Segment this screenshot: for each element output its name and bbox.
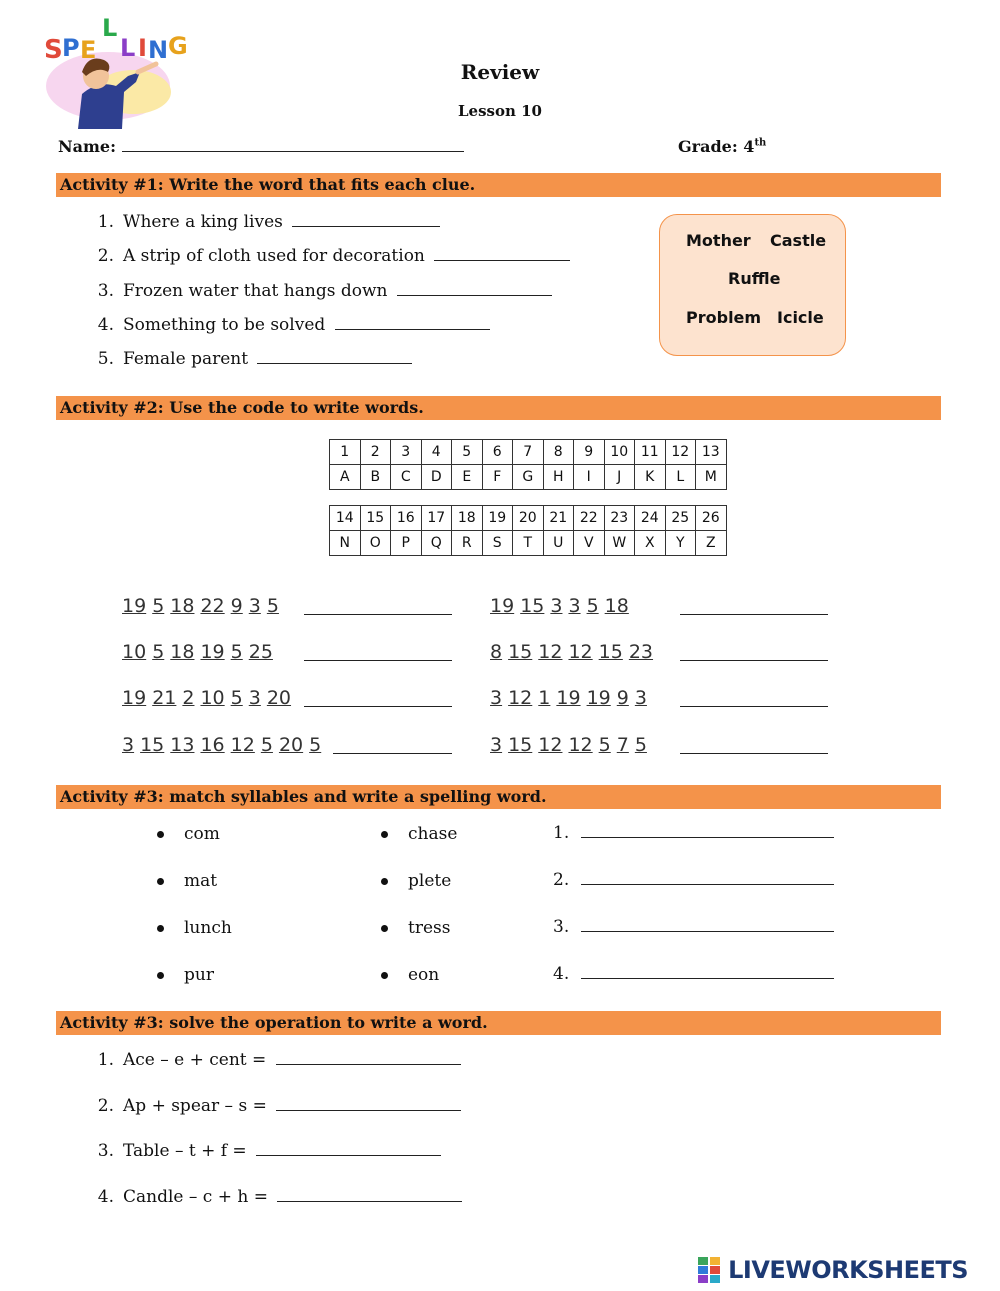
code-number-cell: 5 (452, 440, 483, 465)
word-bank-word: Icicle (777, 308, 824, 327)
code-number: 12 (568, 641, 593, 663)
code-letter-cell: K (635, 465, 666, 490)
code-number: 3 (248, 687, 261, 709)
code-number: 10 (122, 641, 147, 663)
code-number-cell: 3 (391, 440, 422, 465)
code-number-cell: 1 (330, 440, 361, 465)
answer-line[interactable] (680, 752, 828, 754)
answer-line[interactable] (276, 1096, 461, 1111)
code-letter-cell: G (513, 465, 544, 490)
code-number: 19 (586, 687, 611, 709)
code-number: 20 (266, 687, 292, 709)
code-number-cell: 12 (665, 440, 696, 465)
brand-text: LIVEWORKSHEETS (728, 1256, 969, 1284)
code-number-cell: 6 (482, 440, 513, 465)
code-number: 3 (490, 687, 503, 709)
code-letter-cell: U (543, 531, 574, 556)
code-number: 12 (538, 641, 563, 663)
code-letter-cell: Q (421, 531, 452, 556)
code-number-cell: 18 (452, 506, 483, 531)
code-letter-cell: A (330, 465, 361, 490)
code-number: 8 (490, 641, 503, 663)
page-title: Review (460, 60, 540, 84)
word-bank-word: Ruffle (728, 269, 781, 288)
answer-line[interactable] (304, 613, 452, 615)
code-letter-cell: D (421, 465, 452, 490)
code-letter-cell: M (696, 465, 727, 490)
answer-line[interactable] (304, 705, 452, 707)
clue-item: 2. A strip of cloth used for decoration (86, 246, 570, 266)
code-letter-cell: Z (696, 531, 727, 556)
answer-line[interactable] (333, 752, 452, 754)
answer-line[interactable] (680, 705, 828, 707)
code-puzzle (122, 734, 327, 756)
liveworksheets-logo (698, 1256, 968, 1284)
code-number: 15 (508, 641, 533, 663)
answer-line[interactable] (680, 613, 828, 615)
lesson-label: Lesson 10 (458, 102, 542, 120)
operation-item: 3. Table – t + f = (86, 1141, 441, 1161)
code-number: 1 (538, 687, 551, 709)
activity2-heading: Activity #2: Use the code to write words. (56, 396, 941, 420)
code-number: 12 (230, 734, 255, 756)
syllable-item: chase (381, 824, 457, 844)
code-number: 19 (200, 641, 225, 663)
code-number: 3 (550, 595, 563, 617)
code-puzzle (122, 687, 297, 709)
svg-text:P: P (62, 34, 80, 62)
code-number: 18 (170, 641, 195, 663)
code-letter-cell: W (604, 531, 635, 556)
code-number: 18 (604, 595, 629, 617)
code-number: 19 (490, 595, 515, 617)
code-letter-cell: F (482, 465, 513, 490)
svg-text:E: E (80, 36, 97, 64)
code-letter-cell: V (574, 531, 605, 556)
code-number: 5 (152, 595, 165, 617)
code-letter-cell: Y (665, 531, 696, 556)
answer-line[interactable] (581, 870, 834, 885)
code-letter-cell: N (330, 531, 361, 556)
operation-item: 2. Ap + spear – s = (86, 1096, 461, 1116)
syllable-item: tress (381, 918, 450, 938)
code-number: 5 (634, 734, 647, 756)
code-puzzle (490, 595, 635, 617)
code-number: 5 (260, 734, 273, 756)
answer-line[interactable] (434, 246, 570, 261)
word-bank-word: Castle (770, 231, 827, 250)
code-number-cell: 20 (513, 506, 544, 531)
code-letter-cell: I (574, 465, 605, 490)
answer-line[interactable] (581, 823, 834, 838)
code-number-cell: 19 (482, 506, 513, 531)
svg-text:G: G (168, 32, 188, 60)
code-number: 3 (490, 734, 503, 756)
code-number-cell: 2 (360, 440, 391, 465)
syllable-item: lunch (157, 918, 232, 938)
code-number: 2 (182, 687, 195, 709)
code-letter-cell: J (604, 465, 635, 490)
clue-item: 1. Where a king lives (86, 212, 440, 232)
clue-item: 3. Frozen water that hangs down (86, 281, 552, 301)
code-number: 16 (200, 734, 225, 756)
activity3-heading: Activity #3: match syllables and write a spelling word. (56, 785, 941, 809)
code-number-cell: 14 (330, 506, 361, 531)
code-number: 9 (230, 595, 243, 617)
code-number: 25 (248, 641, 273, 663)
code-number-cell: 21 (543, 506, 574, 531)
code-number: 20 (278, 734, 304, 756)
code-letter-cell: R (452, 531, 483, 556)
syllable-item: eon (381, 965, 439, 985)
code-number-cell: 11 (635, 440, 666, 465)
code-number: 12 (568, 734, 593, 756)
code-number: 5 (230, 641, 243, 663)
code-table-2 (329, 505, 727, 556)
code-number-cell: 23 (604, 506, 635, 531)
code-letter-cell: S (482, 531, 513, 556)
code-number: 19 (556, 687, 581, 709)
code-number: 22 (200, 595, 225, 617)
code-table-1 (329, 439, 727, 490)
code-puzzle (122, 595, 285, 617)
code-puzzle (122, 641, 279, 663)
code-number: 7 (616, 734, 629, 756)
code-number: 15 (520, 595, 545, 617)
code-number: 15 (508, 734, 533, 756)
code-number: 3 (122, 734, 135, 756)
code-number-cell: 26 (696, 506, 727, 531)
code-number-cell: 9 (574, 440, 605, 465)
code-number-cell: 7 (513, 440, 544, 465)
code-number-cell: 8 (543, 440, 574, 465)
code-number-cell: 16 (391, 506, 422, 531)
syllable-item: mat (157, 871, 217, 891)
code-number: 12 (538, 734, 563, 756)
code-number-cell: 25 (665, 506, 696, 531)
code-number-cell: 13 (696, 440, 727, 465)
name-input-line[interactable] (122, 137, 464, 152)
match-answer: 3. (553, 917, 834, 937)
code-number: 10 (200, 687, 225, 709)
code-number: 3 (248, 595, 261, 617)
match-answer: 2. (553, 870, 834, 890)
code-number: 21 (152, 687, 177, 709)
word-bank-word: Problem (686, 308, 762, 327)
code-letter-cell: H (543, 465, 574, 490)
answer-line[interactable] (680, 659, 828, 661)
answer-line[interactable] (397, 281, 552, 296)
svg-text:L: L (102, 14, 118, 42)
code-number: 3 (634, 687, 647, 709)
code-number: 12 (508, 687, 533, 709)
code-puzzle (490, 687, 653, 709)
code-number-cell: 22 (574, 506, 605, 531)
syllable-item: pur (157, 965, 214, 985)
code-number: 9 (616, 687, 629, 709)
grade-label: Grade: 4th (678, 137, 767, 156)
code-number-cell: 4 (421, 440, 452, 465)
clue-item: 5. Female parent (86, 349, 412, 369)
svg-text:S: S (44, 35, 63, 65)
code-letter-cell: X (635, 531, 666, 556)
code-number: 5 (230, 687, 243, 709)
answer-line[interactable] (256, 1141, 441, 1156)
code-letter-cell: L (665, 465, 696, 490)
code-number: 15 (598, 641, 623, 663)
answer-line[interactable] (581, 917, 834, 932)
code-number: 5 (586, 595, 599, 617)
activity4-heading: Activity #3: solve the operation to write a word. (56, 1011, 941, 1035)
code-number: 5 (309, 734, 322, 756)
svg-text:N: N (148, 36, 169, 64)
match-answer: 1. (553, 823, 834, 843)
answer-line[interactable] (257, 349, 412, 364)
answer-line[interactable] (304, 659, 452, 661)
code-number: 5 (598, 734, 611, 756)
word-bank (659, 214, 846, 356)
name-label: Name: (58, 137, 117, 156)
code-number: 5 (152, 641, 165, 663)
code-number-cell: 17 (421, 506, 452, 531)
code-number-cell: 15 (360, 506, 391, 531)
code-letter-cell: P (391, 531, 422, 556)
code-letter-cell: B (360, 465, 391, 490)
code-number: 19 (122, 687, 147, 709)
code-letter-cell: C (391, 465, 422, 490)
liveworksheets-icon (698, 1257, 720, 1283)
operation-item: 4. Candle – c + h = (86, 1187, 462, 1207)
code-number-cell: 24 (635, 506, 666, 531)
match-answer: 4. (553, 964, 834, 984)
answer-line[interactable] (335, 315, 490, 330)
code-number-cell: 10 (604, 440, 635, 465)
code-puzzle (490, 734, 653, 756)
code-number: 3 (568, 595, 581, 617)
svg-text:I: I (138, 34, 147, 62)
code-number: 13 (170, 734, 195, 756)
code-number: 19 (122, 595, 147, 617)
code-number: 15 (140, 734, 165, 756)
clue-item: 4. Something to be solved (86, 315, 490, 335)
svg-text:L: L (120, 34, 136, 62)
code-puzzle (490, 641, 659, 663)
answer-line[interactable] (277, 1187, 462, 1202)
code-number: 5 (266, 595, 279, 617)
activity1-heading: Activity #1: Write the word that fits each clue. (56, 173, 941, 197)
operation-item: 1. Ace – e + cent = (86, 1050, 461, 1070)
code-number: 23 (628, 641, 654, 663)
answer-line[interactable] (581, 964, 834, 979)
code-letter-cell: E (452, 465, 483, 490)
code-letter-cell: O (360, 531, 391, 556)
syllable-item: com (157, 824, 220, 844)
syllable-item: plete (381, 871, 451, 891)
word-bank-word: Mother (686, 231, 751, 250)
code-letter-cell: T (513, 531, 544, 556)
name-field (58, 137, 464, 156)
answer-line[interactable] (276, 1050, 461, 1065)
answer-line[interactable] (292, 212, 440, 227)
code-number: 18 (170, 595, 195, 617)
